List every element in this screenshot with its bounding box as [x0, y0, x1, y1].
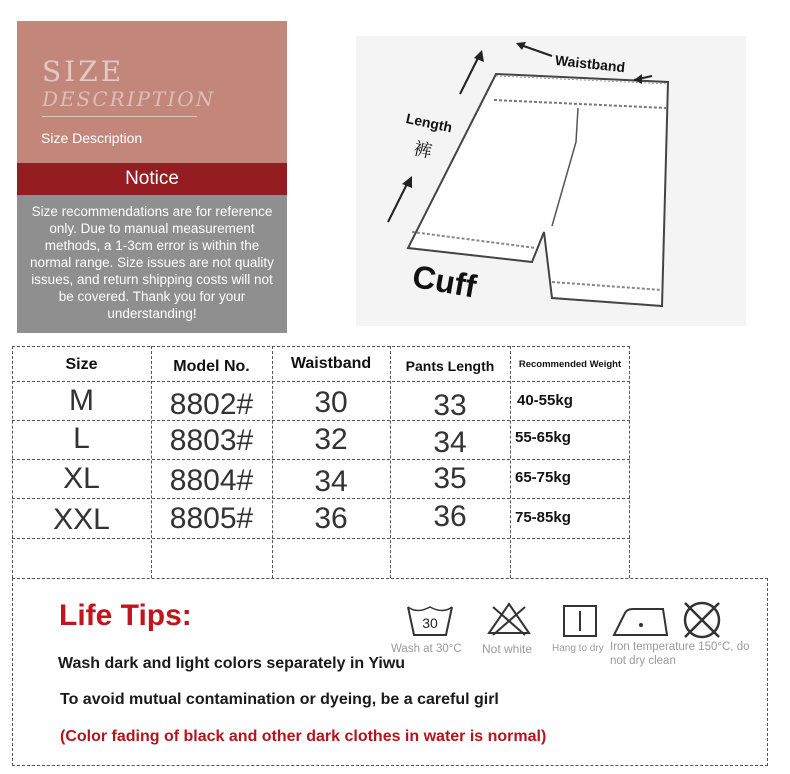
size-table — [12, 346, 630, 578]
table-cell-weight: 55-65kg — [515, 429, 571, 446]
table-row-divider — [12, 420, 630, 421]
table-cell-size: L — [73, 422, 90, 455]
not-white-label: Not white — [482, 642, 533, 656]
table-border-top — [12, 346, 630, 347]
hang-dry-icon — [563, 605, 597, 637]
header-size: Size — [65, 356, 98, 373]
size-heading: SIZE — [42, 55, 125, 88]
table-row-divider — [12, 381, 630, 382]
description-heading: DESCRIPTION — [42, 87, 216, 111]
wash-label: Wash at 30°C — [391, 643, 462, 655]
table-cell-model: 8805# — [169, 502, 254, 535]
life-tips-panel — [12, 578, 768, 766]
table-cell-waistband: 30 — [314, 386, 348, 419]
length-arrow-bottom — [388, 182, 408, 222]
iron-label: Iron temperature 150°C, do not dry clean — [610, 641, 750, 667]
table-cell-size: XXL — [53, 503, 110, 536]
iron-icon — [611, 605, 671, 637]
length-label: Length — [404, 110, 454, 136]
cuff-label: Cuff — [409, 258, 479, 305]
do-not-dry-clean-icon — [680, 599, 724, 641]
header-weight: Recommended Weight — [518, 359, 622, 370]
length-arrow-top — [460, 54, 480, 94]
table-cell-length: 34 — [433, 426, 467, 459]
table-cell-model: 8804# — [169, 464, 254, 497]
hang-dry-label: Hang to dry — [552, 643, 604, 654]
wash-temperature: 30 — [422, 615, 438, 631]
table-cell-waistband: 32 — [314, 423, 348, 456]
header-pants-length: Pants Length — [405, 358, 495, 374]
table-row-divider — [12, 459, 630, 460]
notice-body — [17, 195, 287, 333]
size-description-card — [17, 21, 287, 333]
notice-title: Notice — [17, 163, 287, 195]
table-cell-weight: 65-75kg — [515, 469, 571, 486]
shorts-measurement-diagram — [356, 36, 746, 326]
header-waistband: Waistband — [290, 355, 372, 372]
table-cell-length: 36 — [433, 500, 467, 533]
wash-30-icon — [405, 603, 455, 639]
tip-line-3: (Color fading of black and other dark clothes in water is normal) — [60, 728, 547, 745]
notice-text: Size recommendations are for reference only. Due to manual measurement methods, a 1-3cm error is within the normal range. Size issues are not quality issues, and return shipping costs will not be covered. Thank you for your understanding! — [30, 204, 274, 321]
tip-line-1: Wash dark and light colors separately in Yiwu — [58, 655, 406, 672]
table-cell-weight: 75-85kg — [515, 509, 571, 526]
table-cell-length: 35 — [433, 462, 467, 495]
length-arrow-top-head — [474, 50, 484, 62]
table-cell-model: 8803# — [169, 424, 254, 457]
do-not-bleach-icon — [485, 601, 533, 637]
life-tips-title: Life Tips: — [59, 599, 192, 632]
table-cell-weight: 40-55kg — [517, 392, 573, 409]
size-card-header — [17, 21, 287, 163]
header-model: Model No. — [173, 358, 250, 375]
waistband-label: Waistband — [554, 52, 626, 76]
table-cell-model: 8802# — [169, 388, 254, 421]
table-cell-length: 33 — [433, 389, 467, 422]
table-cell-size: M — [69, 384, 94, 417]
table-cell-waistband: 34 — [314, 465, 348, 498]
table-cell-size: XL — [63, 462, 100, 495]
size-description-caption: Size Description — [41, 130, 143, 146]
tip-line-2: To avoid mutual contamination or dyeing, be a careful girl — [60, 691, 499, 708]
table-row-divider — [12, 538, 630, 539]
heading-divider — [42, 116, 197, 117]
length-chinese-label: 裤 — [411, 138, 434, 163]
table-cell-waistband: 36 — [314, 502, 348, 535]
